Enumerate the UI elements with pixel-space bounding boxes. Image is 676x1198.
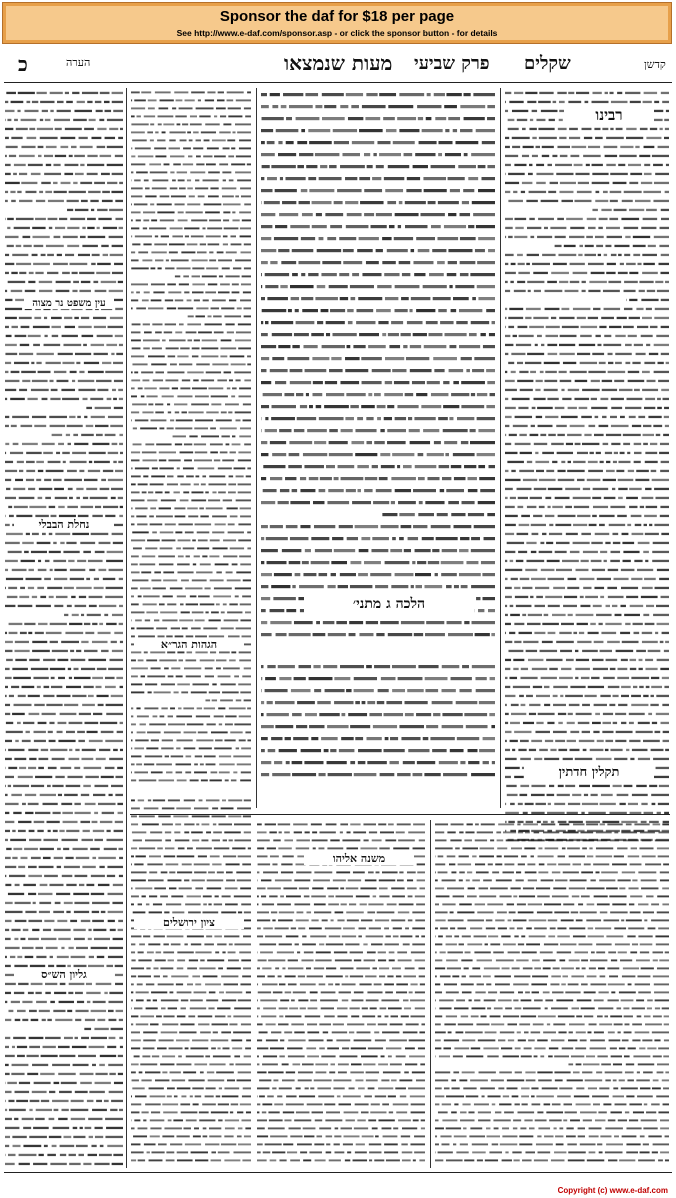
sugya-title: מעות שנמצאו [284, 51, 393, 75]
footer-rule [4, 1172, 672, 1173]
halacha-heading: הלכה ג מתני׳ [304, 596, 474, 613]
text-lines [260, 88, 496, 648]
text-lines [130, 88, 252, 788]
talmud-page [4, 48, 672, 1184]
gemara-continuation [260, 660, 496, 790]
gilyon-heading: גליון הש״ס [14, 968, 114, 981]
masoret-hashas-column [4, 88, 124, 1168]
text-lines [504, 88, 670, 848]
mishna-heading: תקלין חדתין [524, 764, 654, 780]
section-rule [130, 814, 670, 815]
gemara-main-text [260, 88, 496, 648]
column-divider [256, 88, 257, 808]
text-lines [130, 796, 252, 1168]
commentary-bottom-right [434, 820, 670, 1168]
rabbeinu-heading: רבינו [564, 106, 654, 125]
text-lines [260, 660, 496, 790]
hadran-note: הערה [66, 56, 91, 69]
banner-title[interactable]: Sponsor the daf for $18 per page [219, 8, 455, 25]
header-rule [4, 82, 672, 83]
sponsor-banner[interactable] [2, 2, 672, 44]
text-lines [4, 88, 124, 1168]
banner-subtitle[interactable]: See http://www.e-daf.com/sponsor.asp - or click the sponsor button - for details [176, 28, 498, 38]
chapter-title: פרק שביעי [414, 53, 490, 74]
yerushalmi-column [130, 796, 252, 1168]
page-header [4, 48, 672, 82]
seder-label: קדשן [644, 58, 666, 71]
yerushalmi-heading: ציון ירושלים [134, 916, 244, 929]
rabbeinu-column [504, 88, 670, 848]
column-divider [500, 88, 501, 808]
copyright-notice: Copyright (c) www.e-daf.com [557, 1186, 668, 1195]
column-divider [126, 88, 127, 1168]
daf-number: כ [18, 52, 28, 76]
hagahot-heading: הגהות הגר״א [134, 638, 244, 651]
mishne-eliyahu-heading: משנה אליהו [304, 852, 414, 865]
text-lines [256, 820, 426, 1168]
column-divider [430, 820, 431, 1168]
mishne-eliyahu-column [256, 820, 426, 1168]
tractate-title: שקלים [524, 53, 571, 74]
nachalat-heading: נחלת הבבלי [14, 518, 114, 531]
text-lines [434, 820, 670, 1168]
hagahot-column [130, 88, 252, 788]
ein-mishpat-heading: עין משפט נר מצוה [24, 298, 114, 309]
